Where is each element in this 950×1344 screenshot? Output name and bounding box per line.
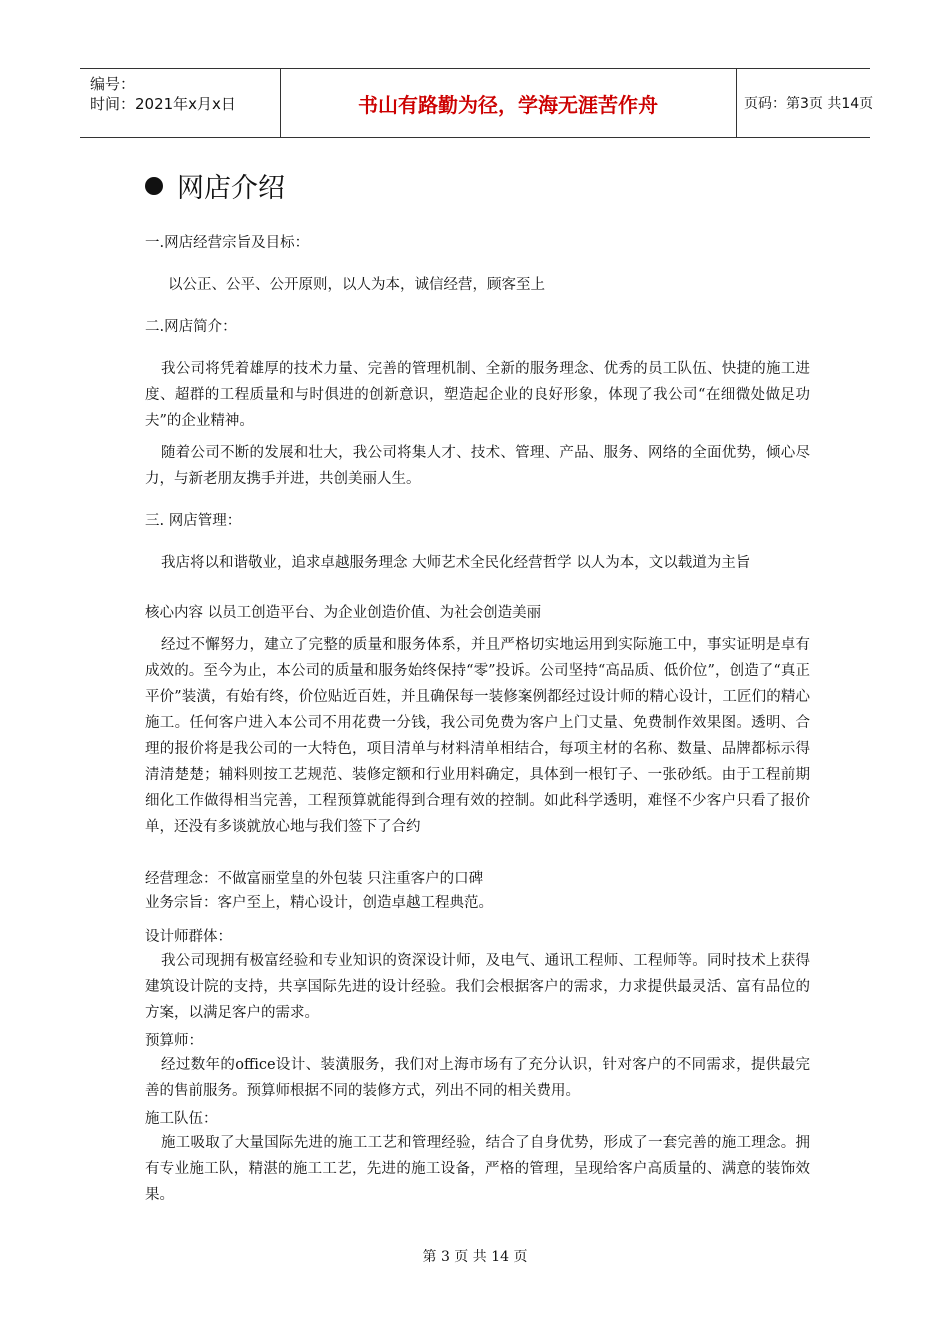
- s3-paragraph-2: 经过不懈努力，建立了完整的质量和服务体系，并且严格切实地运用到实际施工中，事实证明是卓有成效的。至今为止，本公司的质量和服务始终保持“零”投诉。公司坚持“高品质、低价位”，创造了“真正平价”装潢，有始有终，价位贴近百姓，并且确保每一装修案例都经过设计师的精心设计，工匠们的精心施工。任何客户进入本公司不用花费一分钱，我公司免费为客户上门丈量、免费制作效果图。透明、合理的报价将是我公司的一大特色，项目清单与材料清单相结合，每项主材的名称、数量、品牌都标示得清清楚楚；辅料则按工艺规范、装修定额和行业用料确定，具体到一根钉子、一张砂纸。由于工程前期细化工作做得相当完善，工程预算就能得到合理有效的控制。如此科学透明，难怪不少客户只看了报价单，还没有多谈就放心地与我们签下了合约: [145, 637, 810, 835]
- s2-paragraph-1: 我公司将凭着雄厚的技术力量、完善的管理机制、全新的服务理念、优秀的员工队伍、快捷的施工进度、超群的工程质量和与时俱进的创新意识，塑造起企业的良好形象，体现了我公司“在细微处做足功夫”的企业精神。: [145, 361, 810, 429]
- designers-heading: 设计师群体：: [145, 929, 232, 945]
- bullet-icon: [145, 177, 163, 195]
- s3-heading: 三. 网店管理：: [145, 513, 242, 529]
- s1-line: 以公正、公平、公开原则，以人为本，诚信经营，顾客至上: [168, 277, 545, 293]
- s3-philosophy: 经营理念：不做富丽堂皇的外包装 只注重客户的口碑: [145, 871, 484, 887]
- page-header: [80, 68, 874, 138]
- section-title: [145, 166, 285, 205]
- budget-paragraph: 经过数年的office设计、装潢服务，我们对上海市场有了充分认识，针对客户的不同需求，提供最完善的售前服务。预算师根据不同的装修方式，列出不同的相关费用。: [145, 1057, 810, 1099]
- s3-paragraph-1a: 我店将以和谐敬业，追求卓越服务理念 大师艺术全民化经营哲学 以人为本，文以载道为主旨: [161, 555, 751, 571]
- doc-number-label: 编号：: [90, 75, 136, 93]
- s2-paragraph-2: 随着公司不断的发展和壮大，我公司将集人才、技术、管理、产品、服务、网络的全面优势，倾心尽力，与新老朋友携手并进，共创美丽人生。: [145, 445, 810, 487]
- section-title-text: 网店介绍: [177, 173, 285, 204]
- crew-heading: 施工队伍：: [145, 1111, 218, 1127]
- budget-heading: 预算师：: [145, 1033, 203, 1049]
- designers-paragraph: 我公司现拥有极富经验和专业知识的资深设计师，及电气、通讯工程师、工程师等。同时技术上获得建筑设计院的支持，共享国际先进的设计经验。我们会根据客户的需求，力求提供最灵活、富有品位的方案，以满足客户的需求。: [145, 953, 810, 1021]
- doc-date-label: 时间：2021年x月x日: [90, 95, 236, 113]
- s2-heading: 二.网店简介：: [145, 319, 237, 335]
- header-page-info: 页码：第3页 共14页: [744, 96, 874, 112]
- header-motto: 书山有路勤为径，学海无涯苦作舟: [280, 69, 737, 137]
- crew-paragraph: 施工吸取了大量国际先进的施工工艺和管理经验，结合了自身优势，形成了一套完善的施工理念。拥有专业施工队，精湛的施工工艺，先进的施工设备，严格的管理，呈现给客户高质量的、满意的装饰效果。: [145, 1135, 810, 1203]
- header-meta: [80, 69, 281, 137]
- s3-paragraph-1b: 核心内容 以员工创造平台、为企业创造价值、为社会创造美丽: [145, 605, 542, 621]
- s1-heading: 一.网店经营宗旨及目标：: [145, 235, 310, 251]
- page-footer: 第 3 页 共 14 页: [422, 1249, 528, 1265]
- s3-purpose: 业务宗旨：客户至上，精心设计，创造卓越工程典范。: [145, 895, 493, 911]
